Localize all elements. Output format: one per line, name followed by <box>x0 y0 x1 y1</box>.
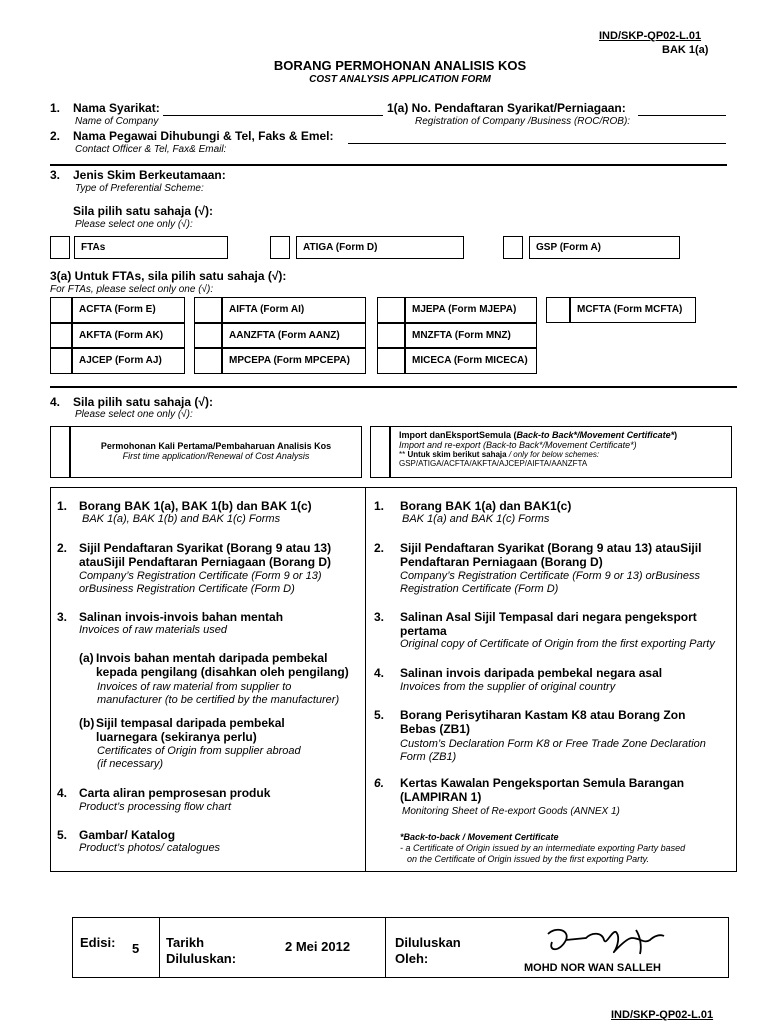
registration-label: 1(a) No. Pendaftaran Syarikat/Perniagaan: <box>387 101 626 115</box>
option-mjepa: MJEPA (Form MJEPA) <box>405 297 537 323</box>
form-code: BAK 1(a) <box>662 44 709 56</box>
left-item-3b: Sijil tempasal daripada pembekal luarnegara (sekiranya perlu) <box>96 716 285 744</box>
page-title: BORANG PERMOHONAN ANALISIS KOS <box>273 58 527 73</box>
registration-input[interactable] <box>638 115 726 116</box>
first-time-title: Permohonan Kali Pertama/Pembaharuan Analisis Kos <box>100 441 332 451</box>
note-title: *Back-to-back / Movement Certificate <box>400 832 559 842</box>
checkbox-aanzfta[interactable] <box>194 323 222 348</box>
footer-doc-code: IND/SKP-QP02-L.01 <box>611 1009 714 1021</box>
option-mcfta: MCFTA (Form MCFTA) <box>570 297 696 323</box>
checkbox-ajcep[interactable] <box>50 348 72 374</box>
left-item-3b-en: Certificates of Origin from supplier abroad (if necessary) <box>97 745 301 770</box>
option-mpcepa: MPCEPA (Form MPCEPA) <box>222 348 366 374</box>
option-atiga: ATIGA (Form D) <box>296 236 464 259</box>
right-item-5: Borang Perisytiharan Kastam K8 atau Borang Zon Bebas (ZB1) <box>400 708 686 736</box>
contact-officer-label-en: Contact Officer & Tel, Fax& Email: <box>75 144 227 155</box>
checkbox-mnzfta[interactable] <box>377 323 405 348</box>
left-item-5: Gambar/ Katalog <box>79 828 176 842</box>
left-item-2: Sijil Pendaftaran Syarikat (Borang 9 atau 13) atauSijil Pendaftaran Perniagaan (Borang D) <box>79 541 332 569</box>
checkbox-miceca[interactable] <box>377 348 405 374</box>
right-item-2-en: Company’s Registration Certificate (Form 9 or 13) orBusiness Registration Certificate (Form D) <box>400 570 700 595</box>
checkbox-gsp[interactable] <box>503 236 523 259</box>
fta-select-label: 3(a) Untuk FTAs, sila pilih satu sahaja (√): <box>50 269 287 283</box>
right-item-1: Borang BAK 1(a) dan BAK1(c) <box>400 499 572 513</box>
checkbox-ftas[interactable] <box>50 236 70 259</box>
right-item-5-en: Custom’s Declaration Form K8 or Free Trade Zone Declaration Form (ZB1) <box>400 738 706 763</box>
application-type-label-en: Please select one only (√): <box>75 409 193 420</box>
scheme-select-label: Sila pilih satu sahaja (√): <box>73 204 213 218</box>
checkbox-aifta[interactable] <box>194 297 222 323</box>
signature <box>540 918 670 960</box>
scheme-type-label: Jenis Skim Berkeutamaan: <box>73 168 226 182</box>
option-akfta: AKFTA (Form AK) <box>72 323 185 348</box>
right-item-3: Salinan Asal Sijil Tempasal dari negara pengeksport pertama <box>400 610 697 638</box>
doc-code: IND/SKP-QP02-L.01 <box>599 30 702 42</box>
edition-value: 5 <box>132 941 140 956</box>
right-item-6: Kertas Kawalan Pengeksportan Semula Barangan (LAMPIRAN 1) <box>400 776 685 804</box>
right-item-5-number: 5. <box>374 708 385 722</box>
checkbox-mpcepa[interactable] <box>194 348 222 374</box>
option-ajcep: AJCEP (Form AJ) <box>72 348 185 374</box>
left-item-3-en: Invoices of raw materials used <box>79 624 227 636</box>
left-item-5-number: 5. <box>57 828 68 842</box>
first-time-title-en: First time application/Renewal of Cost Analysis <box>122 451 310 461</box>
application-type-label: Sila pilih satu sahaja (√): <box>73 395 213 409</box>
company-name-label-en: Name of Company <box>75 116 159 127</box>
left-item-3a-en: Invoices of raw material from supplier to manufacturer (to be certified by the manufacturer) <box>97 681 340 706</box>
left-item-4-en: Product’s processing flow chart <box>79 801 232 813</box>
option-aanzfta: AANZFTA (Form AANZ) <box>222 323 366 348</box>
left-item-3a: Invois bahan mentah daripada pembekal kepada pengilang (disahkan oleh pengilang) <box>96 651 349 679</box>
approval-date-label: Tarikh Diluluskan: <box>166 935 237 966</box>
option-aifta: AIFTA (Form AI) <box>222 297 366 323</box>
left-item-3a-tag: (a) <box>79 651 94 665</box>
checkbox-mjepa[interactable] <box>377 297 405 323</box>
right-item-4-number: 4. <box>374 666 385 680</box>
fta-select-label-en: For FTAs, please select only one (√): <box>50 284 214 295</box>
left-item-5-en: Product’s photos/ catalogues <box>79 842 221 854</box>
schemes-note: ** Untuk skim berikut sahaja / only for below schemes: <box>399 450 600 459</box>
registration-label-en: Registration of Company /Business (ROC/ROB): <box>415 116 631 127</box>
option-acfta: ACFTA (Form E) <box>72 297 185 323</box>
section-divider <box>50 164 727 166</box>
field-1-number: 1. <box>50 101 61 115</box>
approved-by-label: Diluluskan Oleh: <box>395 935 461 966</box>
checkbox-acfta[interactable] <box>50 297 72 323</box>
left-item-4: Carta aliran pemprosesan produk <box>79 786 271 800</box>
section-divider <box>50 386 737 388</box>
option-mnzfta: MNZFTA (Form MNZ) <box>405 323 537 348</box>
option-gsp: GSP (Form A) <box>529 236 680 259</box>
company-name-input[interactable] <box>163 115 383 116</box>
right-item-2: Sijil Pendaftaran Syarikat (Borang 9 atau 13) atauSijil Pendaftaran Perniagaan (Borang D) <box>400 541 702 569</box>
left-item-1: Borang BAK 1(a), BAK 1(b) dan BAK 1(c) <box>79 499 312 513</box>
left-item-1-en: BAK 1(a), BAK 1(b) and BAK 1(c) Forms <box>82 513 281 525</box>
left-item-3-number: 3. <box>57 610 68 624</box>
table-divider <box>365 487 366 872</box>
left-item-1-number: 1. <box>57 499 68 513</box>
right-item-6-number: 6. <box>374 776 385 790</box>
contact-officer-label: Nama Pegawai Dihubungi & Tel, Faks & Emel: <box>73 129 334 143</box>
right-item-1-en: BAK 1(a) and BAK 1(c) Forms <box>402 513 550 525</box>
table-divider <box>385 917 386 978</box>
table-divider <box>159 917 160 978</box>
approver-name: MOHD NOR WAN SALLEH <box>524 962 661 974</box>
right-item-3-number: 3. <box>374 610 385 624</box>
right-item-1-number: 1. <box>374 499 385 513</box>
field-2-number: 2. <box>50 129 61 143</box>
scheme-select-label-en: Please select one only (√): <box>75 219 193 230</box>
schemes-list: GSP/ATIGA/ACFTA/AKFTA/AJCEP/AIFTA/AANZFTA <box>399 459 588 468</box>
import-reexport-title: Import danEksportSemula (Back-to Back*/Movement Certificate*) <box>399 430 678 440</box>
right-item-4-en: Invoices from the supplier of original country <box>400 681 616 693</box>
right-item-4: Salinan invois daripada pembekal negara asal <box>400 666 663 680</box>
note-text: - a Certificate of Origin issued by an intermediate exporting Party based on the Certificate of Origin issued by the first exporting Party. <box>400 843 686 864</box>
checkbox-first-time[interactable] <box>50 426 70 478</box>
import-reexport-title-en: Import and re-export (Back-to Back*/Movement Certificate*) <box>399 440 637 450</box>
option-ftas: FTAs <box>74 236 228 259</box>
left-item-3b-tag: (b) <box>79 716 95 730</box>
section-3-number: 3. <box>50 168 61 182</box>
checkbox-mcfta[interactable] <box>546 297 570 323</box>
option-miceca: MICECA (Form MICECA) <box>405 348 537 374</box>
option-first-time <box>70 426 362 478</box>
approval-date-value: 2 Mei 2012 <box>285 939 351 954</box>
scheme-type-label-en: Type of Preferential Scheme: <box>75 183 204 194</box>
checkbox-akfta[interactable] <box>50 323 72 348</box>
page-subtitle: COST ANALYSIS APPLICATION FORM <box>309 74 491 85</box>
left-item-3: Salinan invois-invois bahan mentah <box>79 610 284 624</box>
contact-officer-input[interactable] <box>348 143 726 144</box>
option-import-reexport <box>390 426 732 478</box>
right-item-6-en: Monitoring Sheet of Re-export Goods (ANNEX 1) <box>402 806 620 817</box>
section-4-number: 4. <box>50 395 61 409</box>
left-item-4-number: 4. <box>57 786 68 800</box>
checkbox-atiga[interactable] <box>270 236 290 259</box>
left-item-2-number: 2. <box>57 541 68 555</box>
edition-label: Edisi: <box>80 935 116 950</box>
right-item-2-number: 2. <box>374 541 385 555</box>
right-item-3-en: Original copy of Certificate of Origin from the first exporting Party <box>400 638 715 650</box>
left-item-2-en: Company’s Registration Certificate (Form 9 or 13) orBusiness Registration Certificate (Form D) <box>79 570 322 595</box>
company-name-label: Nama Syarikat: <box>73 101 160 115</box>
checkbox-import-reexport[interactable] <box>370 426 390 478</box>
